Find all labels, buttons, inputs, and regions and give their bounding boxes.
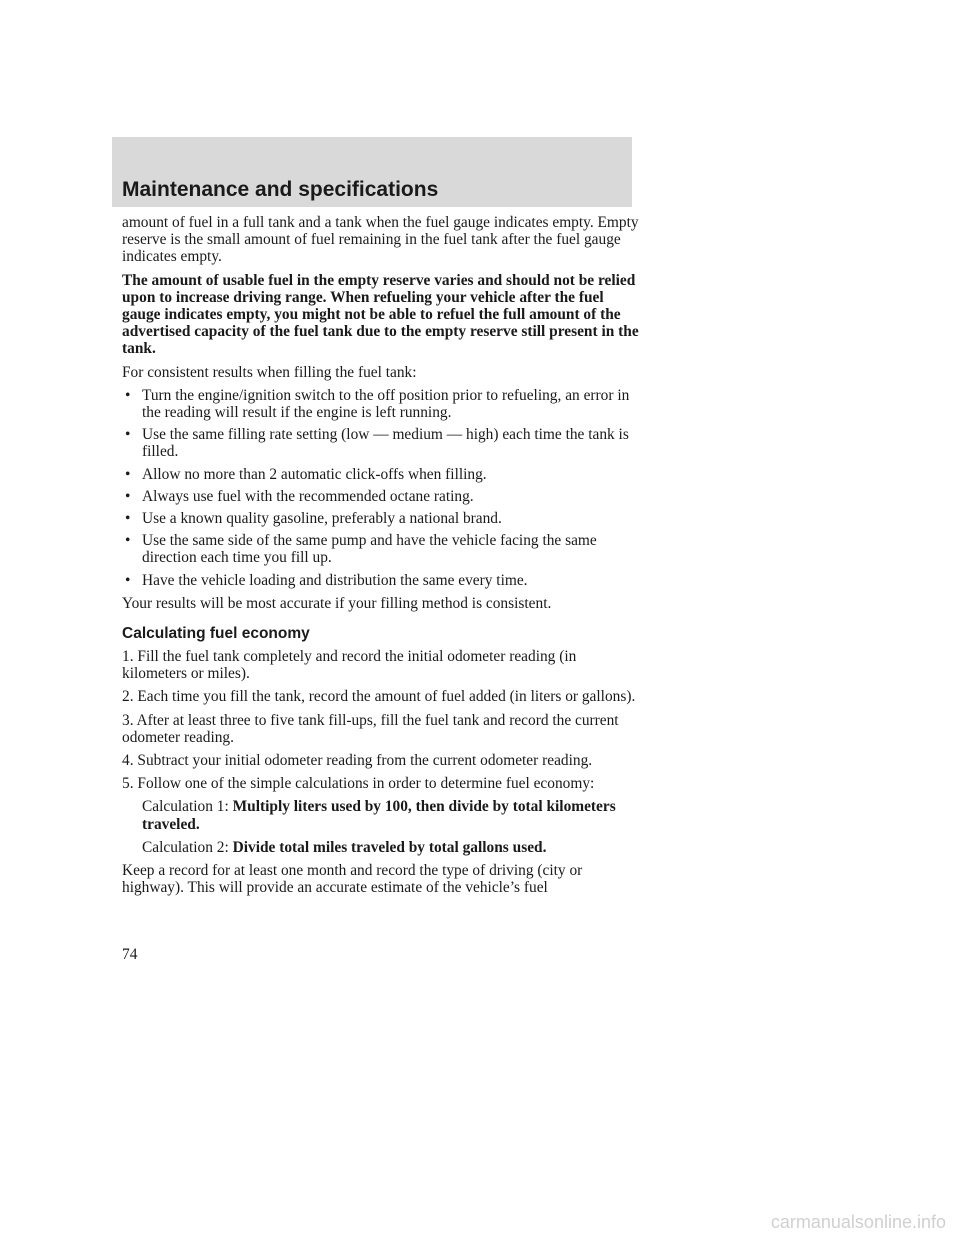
bullet-icon: • <box>125 510 131 528</box>
list-item-text: Use the same side of the same pump and have the vehicle facing the same direction each time you fill up. <box>142 532 597 567</box>
step-3: 3. After at least three to five tank fill-ups, fill the fuel tank and record the current odometer reading. <box>122 711 619 746</box>
bullet-icon: • <box>125 487 131 505</box>
list-item-text: Have the vehicle loading and distribution the same every time. <box>142 571 528 589</box>
section-title: Maintenance and specifications <box>122 178 439 201</box>
consistent-results-intro: For consistent results when filling the fuel tank: <box>122 363 417 381</box>
list-item <box>122 426 642 460</box>
calculation-label: Calculation 1: <box>142 798 229 816</box>
closing-paragraph: Keep a record for at least one month and record the type of driving (city or highway). This will provide an accurate estimate of the vehicle’s fuel <box>122 862 583 897</box>
bullet-icon: • <box>125 426 131 444</box>
list-item <box>122 572 642 589</box>
calculation-1 <box>122 798 642 832</box>
list-item <box>122 488 642 505</box>
bullet-icon: • <box>125 571 131 589</box>
bullet-icon: • <box>125 386 131 404</box>
results-note: Your results will be most accurate if your filling method is consistent. <box>122 594 552 612</box>
list-item-text: Always use fuel with the recommended octane rating. <box>142 487 474 505</box>
calculation-formula: Divide total miles traveled by total gallons used. <box>232 838 547 856</box>
step-4: 4. Subtract your initial odometer reading from the current odometer reading. <box>122 752 593 770</box>
calculation-formula: Multiply liters used by 100, then divide by total kilometers traveled. <box>142 798 616 833</box>
watermark: carmanualsonline.info <box>770 1212 946 1232</box>
list-item <box>122 532 642 566</box>
step-5: 5. Follow one of the simple calculations in order to determine fuel economy: <box>122 775 595 793</box>
list-item-text: Allow no more than 2 automatic click-offs when filling. <box>142 465 487 483</box>
fill-tips-list <box>122 387 642 589</box>
list-item-text: Use a known quality gasoline, preferably a national brand. <box>142 510 502 528</box>
step-1: 1. Fill the fuel tank completely and record the initial odometer reading (in kilometers or miles). <box>122 648 577 683</box>
bullet-icon: • <box>125 465 131 483</box>
page-content <box>122 214 642 903</box>
list-item <box>122 510 642 527</box>
section-heading: Calculating fuel economy <box>122 625 310 643</box>
list-item <box>122 466 642 483</box>
intro-paragraph: amount of fuel in a full tank and a tank when the fuel gauge indicates empty. Empty reserve is the small amount of fuel remaining in the fuel tank after the fuel gauge indicates empty. <box>122 214 639 266</box>
list-item-text: Turn the engine/ignition switch to the off position prior to refueling, an error in the reading will result if the engine is left running. <box>142 386 630 422</box>
step-2: 2. Each time you fill the tank, record the amount of fuel added (in liters or gallons). <box>122 688 636 706</box>
header-band <box>112 137 632 207</box>
bullet-icon: • <box>125 532 131 550</box>
calculation-2 <box>122 839 642 856</box>
page-number: 74 <box>122 946 138 963</box>
calculation-label: Calculation 2: <box>142 838 229 856</box>
list-item <box>122 387 642 421</box>
list-item-text: Use the same filling rate setting (low — medium — high) each time the tank is filled. <box>142 426 629 461</box>
warning-paragraph: The amount of usable fuel in the empty reserve varies and should not be relied upon to increase driving range. When refueling your vehicle after the fuel gauge indicates empty, you might not be able to refuel the full amount of the advertised capacity of the fuel tank due to the empty reserve still present in the tank. <box>122 271 639 358</box>
